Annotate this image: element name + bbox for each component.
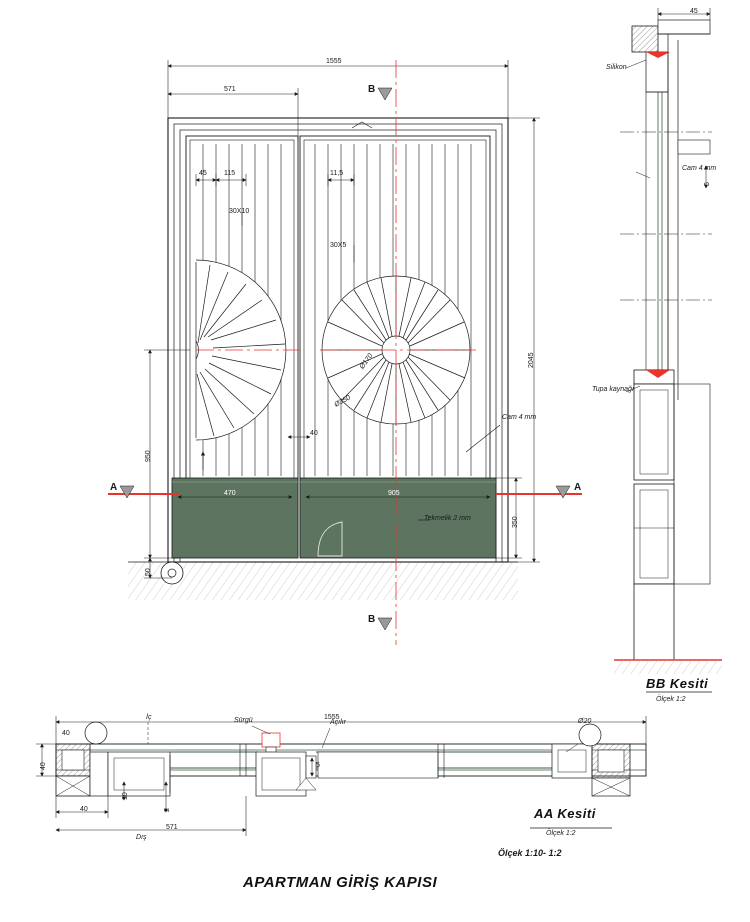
dim-overall-width: 1555 — [326, 58, 342, 65]
profile-30x5-label: 30X5 — [330, 242, 347, 249]
dim-mullion-offset: 40 — [310, 430, 318, 437]
section-mark-a-left: A — [110, 482, 118, 493]
bb-section-scale: Ölçek 1:2 — [656, 696, 686, 703]
bb-label-glass: Cam 4 mm — [682, 165, 717, 172]
aa-dim-left-profile: 40 — [62, 730, 70, 737]
dim-diameter-170: Ø170 — [358, 352, 375, 371]
aa-dim-inner-10: 10 — [122, 792, 129, 800]
dim-bar-spacing-115: 115 — [224, 170, 236, 177]
aa-section-title: AA Kesiti — [534, 806, 596, 821]
aa-dim-gap: 5 — [316, 762, 320, 769]
profile-30x10-label: 30X10 — [229, 208, 250, 215]
bb-section-title: BB Kesiti — [646, 676, 709, 691]
callout-kickplate: Tekmelik 2 mm — [424, 515, 471, 522]
aa-label-dis: Dış — [136, 834, 147, 841]
aa-label-surgu: Sürgü — [234, 717, 253, 724]
aa-dim-profile-height: 40 — [40, 762, 47, 770]
drawing-scale-note: Ölçek 1:10- 1:2 — [498, 848, 562, 858]
aa-label-ic: İç — [146, 714, 152, 721]
bb-dim-top-width: 45 — [690, 8, 698, 15]
drawing-title: APARTMAN GİRİŞ KAPISI — [243, 874, 438, 891]
section-mark-b-top: B — [368, 84, 376, 95]
elevation-view — [108, 60, 582, 645]
dim-overall-height: 2045 — [528, 352, 535, 368]
dim-bar-spacing-11-5: 11,5 — [330, 170, 344, 177]
dim-panel-left: 470 — [224, 490, 236, 497]
ground-hatch — [128, 562, 518, 600]
dim-bar-offset-45: 45 — [199, 170, 207, 177]
callout-glass: Cam 4 mm — [502, 414, 537, 421]
dim-panel-right: 905 — [388, 490, 400, 497]
dim-handle-height: 950 — [145, 450, 152, 462]
aa-dim-overall: 1555 — [324, 714, 340, 721]
bb-dim-glass-gap: 5 — [704, 182, 711, 186]
dim-base-height: 50 — [145, 568, 152, 576]
aa-label-acilir: Açılır — [330, 719, 346, 726]
section-mark-b-bottom: B — [368, 614, 376, 625]
bb-section-view — [530, 8, 722, 828]
dim-diameter-350: Ø350 — [333, 394, 352, 409]
dim-kick-height: 350 — [512, 516, 519, 528]
aa-dim-hole: Ø20 — [578, 718, 592, 725]
aa-dim-left-profile-2: 40 — [80, 806, 88, 813]
bb-label-weld: Tupa kaynağı — [592, 386, 634, 393]
aa-dim-inner-2: 2 — [164, 808, 171, 812]
dim-leaf-width: 571 — [224, 86, 236, 93]
section-mark-a-right: A — [574, 482, 582, 493]
aa-section-scale: Ölçek 1:2 — [546, 830, 576, 837]
aa-dim-leaf: 571 — [166, 824, 178, 831]
bb-label-silicone: Silikon — [606, 64, 627, 71]
